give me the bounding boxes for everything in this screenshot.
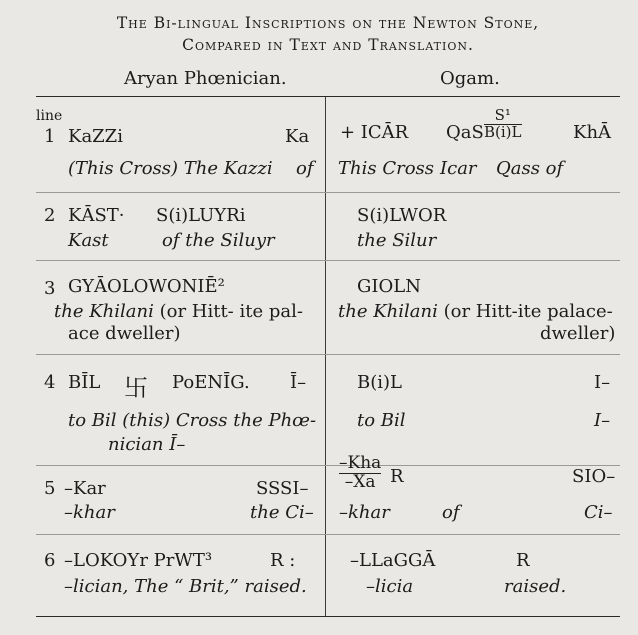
row3-right-translation-italic: the Khilani bbox=[338, 301, 438, 322]
row4-right-translation: to Bil bbox=[357, 410, 406, 431]
row2-right-text: S(i)LWOR bbox=[357, 205, 447, 226]
fraction-top: –Kha bbox=[339, 453, 382, 473]
row5-left-text-b: SSSI– bbox=[256, 478, 309, 499]
row5-right-translation: –khar bbox=[339, 502, 390, 523]
title-line-1: The Bi-lingual Inscriptions on the Newton Stone, bbox=[116, 14, 540, 32]
row6-right-text: –LLaGGĀ bbox=[350, 550, 436, 571]
row3-right-text: GIOLN bbox=[357, 276, 421, 297]
row4-left-text: BĪL bbox=[68, 372, 101, 393]
row1-left-translation-b: of bbox=[296, 158, 314, 179]
row2-left-text-b: S(i)LUYRi bbox=[156, 205, 246, 226]
row-separator bbox=[326, 534, 620, 535]
row5-right-fraction bbox=[339, 455, 381, 492]
fraction-top: S¹ bbox=[494, 106, 511, 124]
row1-left-text: KaZZi bbox=[68, 126, 123, 147]
row5-right-translation-b: of bbox=[442, 502, 460, 523]
row2-right-translation: the Silur bbox=[357, 230, 437, 251]
row-separator bbox=[36, 465, 326, 466]
row5-right-text: R bbox=[390, 466, 404, 487]
column-header-right: Ogam. bbox=[440, 68, 500, 89]
row1-right-text-b: QaS bbox=[446, 122, 484, 143]
row1-right-translation-c: Qass of bbox=[496, 158, 564, 179]
swastika-symbol: 卐 bbox=[124, 374, 148, 402]
row4-right-translation-b: I– bbox=[594, 410, 611, 431]
row-separator bbox=[326, 354, 620, 355]
row1-right-translation-b: Icar bbox=[440, 158, 477, 179]
bottom-rule bbox=[36, 616, 620, 617]
row4-left-text-c: Ī– bbox=[290, 372, 307, 393]
row1-left-text-b: Ka bbox=[285, 126, 310, 147]
row-separator bbox=[36, 534, 326, 535]
row6-right-text-b: R bbox=[516, 550, 530, 571]
column-divider bbox=[325, 97, 326, 616]
row4-left-translation-2: nician Ī– bbox=[108, 434, 186, 455]
row-number: 2 bbox=[44, 205, 56, 226]
row4-left-text-b: PoENĪG. bbox=[172, 372, 250, 393]
row4-right-text-b: I– bbox=[594, 372, 611, 393]
row6-left-translation: –lician, The “ Brit,” raised. bbox=[64, 576, 307, 597]
row1-right-text: + ICĀR bbox=[340, 122, 409, 143]
fraction-bottom: –Xa bbox=[339, 473, 381, 492]
row3-left-translation-italic: the Khilani bbox=[54, 301, 154, 322]
row-number: 4 bbox=[44, 372, 56, 393]
row-number: 3 bbox=[44, 278, 56, 299]
row1-right-text-c: KhĀ bbox=[573, 122, 612, 143]
row5-right-text-b: SIO– bbox=[572, 466, 616, 487]
row4-right-text: B(i)L bbox=[357, 372, 402, 393]
row6-right-translation: –licia bbox=[366, 576, 414, 597]
row5-right-translation-c: Ci– bbox=[584, 502, 613, 523]
row3-left-text: GYĀOLOWONIĒ² bbox=[68, 276, 225, 297]
row6-left-text: –LOKOYr PrWT³ bbox=[64, 550, 213, 571]
row3-left-translation-2: ace dweller) bbox=[68, 323, 181, 344]
row-separator bbox=[326, 192, 620, 193]
row3-right-translation bbox=[338, 301, 613, 322]
fraction-bottom: B(i)L bbox=[484, 122, 522, 141]
row6-right-translation-b: raised. bbox=[504, 576, 567, 597]
row3-right-translation-2: dweller) bbox=[540, 323, 616, 344]
row2-left-text: KĀST· bbox=[68, 205, 125, 226]
row-separator bbox=[36, 192, 326, 193]
row5-left-text: –Kar bbox=[64, 478, 106, 499]
title-line-2: Compared in Text and Translation. bbox=[182, 36, 474, 54]
row5-left-translation-b: the Ci– bbox=[250, 502, 314, 523]
row3-right-translation-rest: (or Hitt-ite palace- bbox=[443, 301, 613, 322]
row3-left-translation-rest: (or Hitt- ite pal- bbox=[159, 301, 303, 322]
row2-left-translation-b: of the Siluyr bbox=[162, 230, 275, 251]
row1-right-fraction bbox=[484, 108, 522, 141]
column-header-left: Aryan Phœnician. bbox=[124, 68, 287, 89]
row1-left-translation: (This Cross) The Kazzi bbox=[68, 158, 273, 179]
row2-left-translation: Kast bbox=[68, 230, 109, 251]
row5-left-translation: –khar bbox=[64, 502, 115, 523]
row-separator bbox=[36, 260, 326, 261]
row1-right-translation: This Cross bbox=[338, 158, 435, 179]
row4-left-translation: to Bil (this) Cross the Phœ- bbox=[68, 410, 317, 431]
line-label: line bbox=[36, 108, 63, 124]
row-number: 1 bbox=[44, 126, 56, 147]
header-rule bbox=[36, 96, 620, 97]
row-number: 5 bbox=[44, 478, 56, 499]
row-separator bbox=[36, 354, 326, 355]
row6-left-text-b: R : bbox=[270, 550, 296, 571]
row-separator bbox=[326, 260, 620, 261]
row-number: 6 bbox=[44, 550, 56, 571]
row3-left-translation bbox=[54, 301, 303, 322]
